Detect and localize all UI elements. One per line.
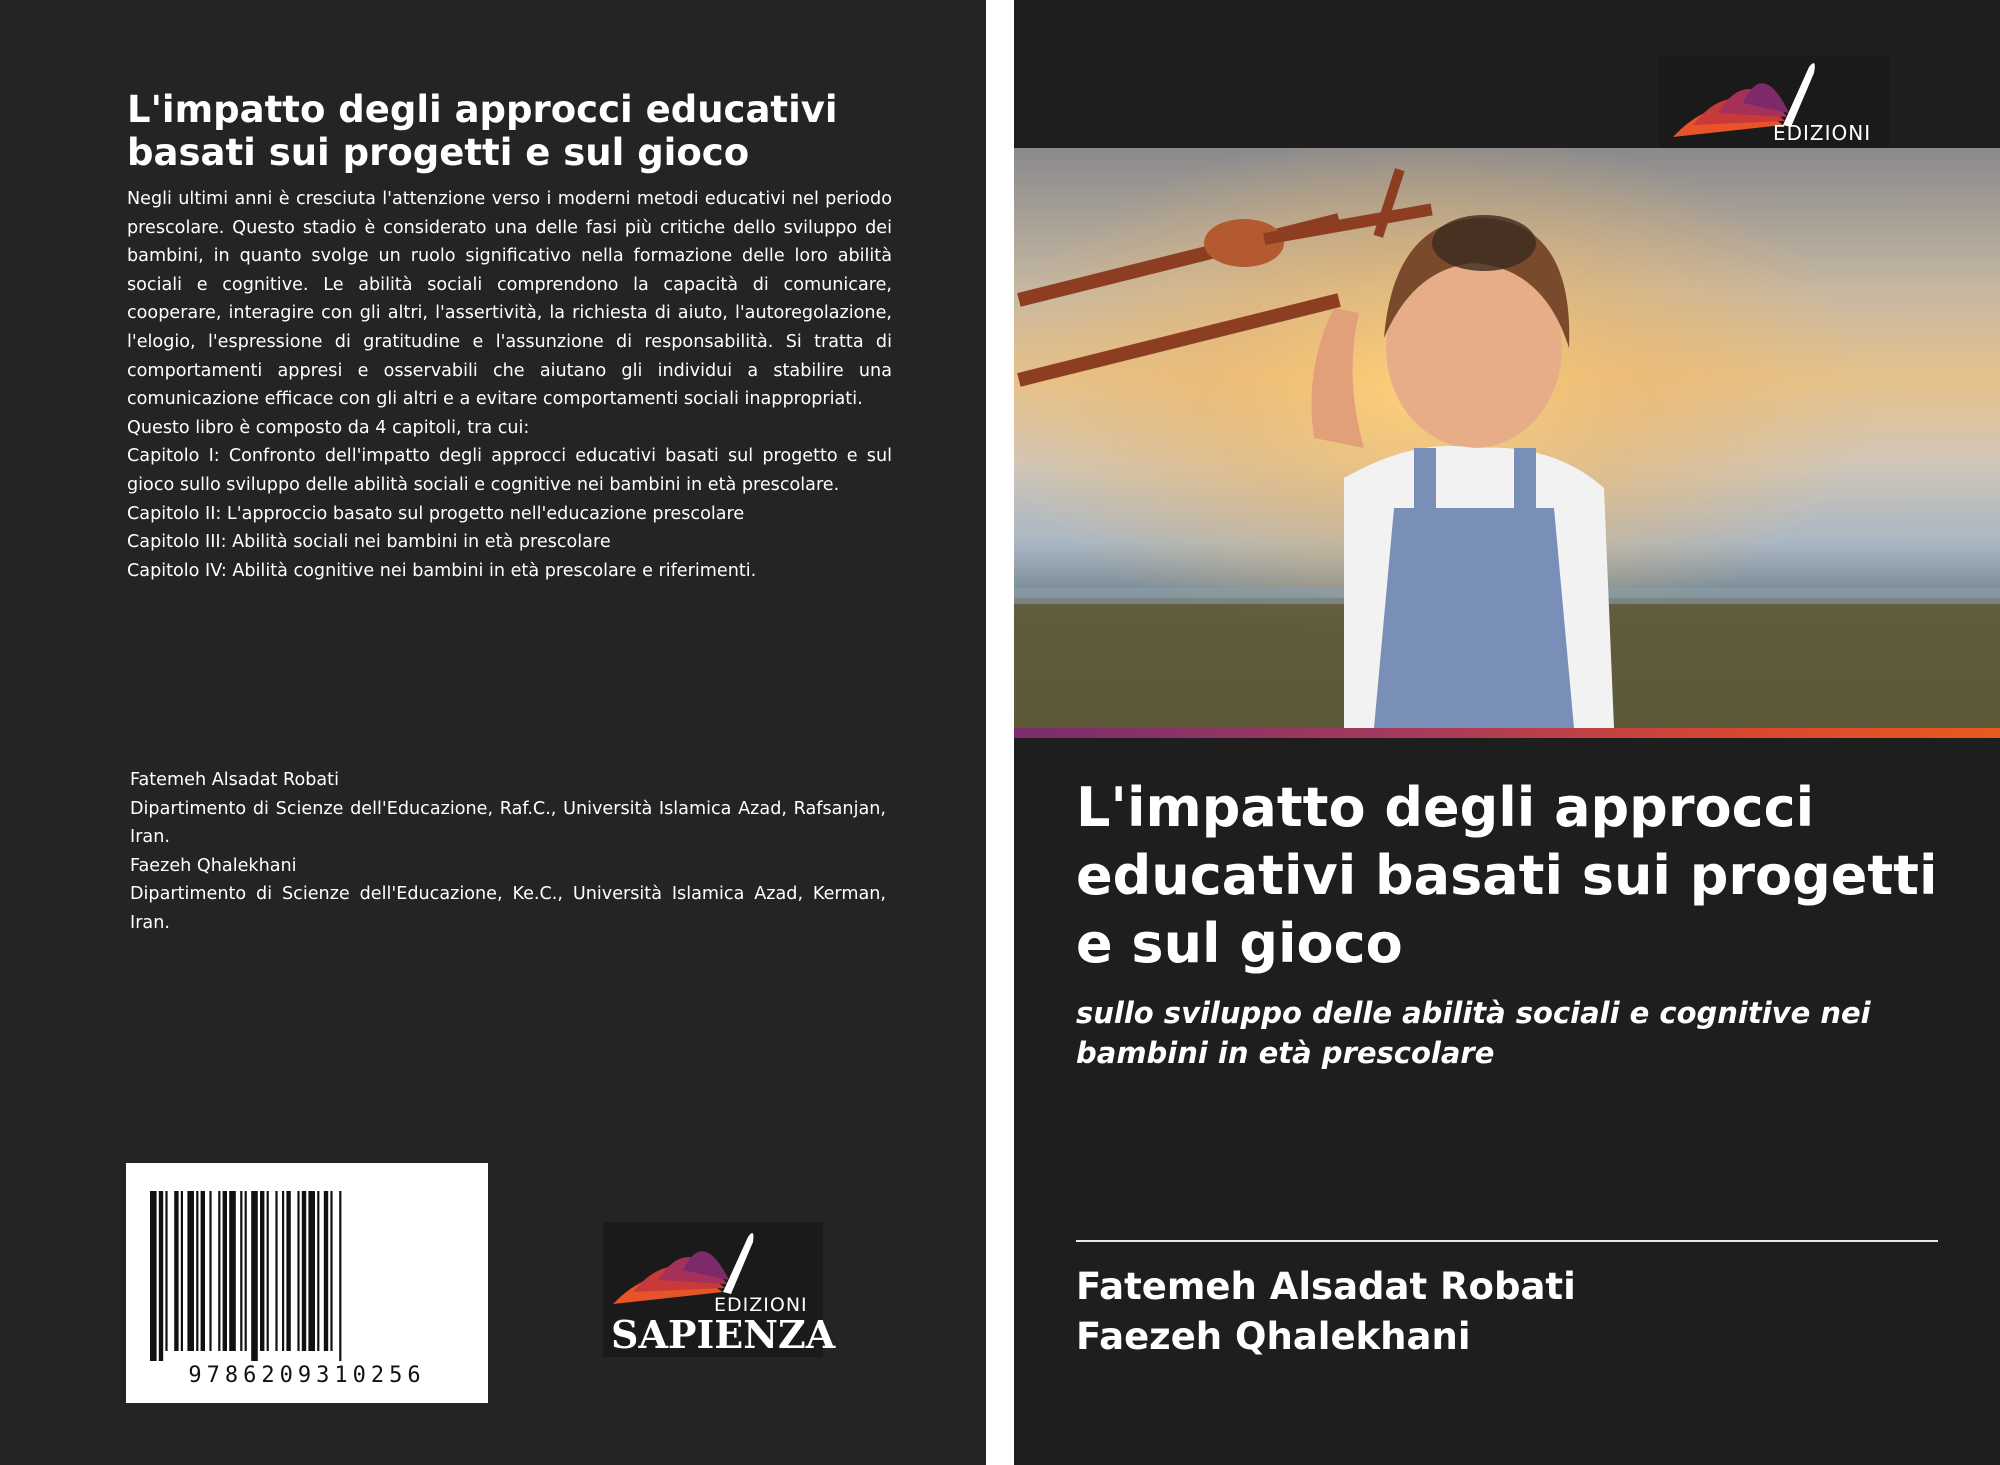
author-name: Fatemeh Alsadat Robati xyxy=(1076,1265,1576,1308)
description-paragraph: Questo libro è composto da 4 capitoli, tra cui: xyxy=(127,417,530,438)
chapter-line: Capitolo III: Abilità sociali nei bambini in età prescolare xyxy=(127,532,611,553)
isbn-digits: 9786209310256 xyxy=(188,1363,426,1388)
cover-photo-child-with-toy-plane xyxy=(1014,148,2000,728)
author-name: Faezeh Qhalekhani xyxy=(130,855,297,876)
front-cover-subtitle: sullo sviluppo delle abilità sociali e cognitive nei bambini in età prescolare xyxy=(1076,996,1871,1070)
publisher-edizioni: EDIZIONI xyxy=(1773,121,1872,145)
front-cover-divider xyxy=(1076,1240,1938,1242)
front-cover-authors xyxy=(1076,1262,1936,1362)
spine-gap xyxy=(986,0,1014,1465)
isbn-barcode xyxy=(126,1163,488,1403)
back-cover-authors xyxy=(130,766,886,938)
back-cover-description xyxy=(127,185,892,585)
accent-gradient-bar xyxy=(1014,728,2000,738)
chapter-line: Capitolo IV: Abilità cognitive nei bambini in età prescolare e riferimenti. xyxy=(127,560,757,581)
author-affiliation: Dipartimento di Scienze dell'Educazione, Ke.C., Università Islamica Azad, Kerman, Iran. xyxy=(130,884,886,933)
barcode-bars xyxy=(126,1163,488,1363)
author-affiliation: Dipartimento di Scienze dell'Educazione, Raf.C., Università Islamica Azad, Rafsanjan, Iran. xyxy=(130,798,886,848)
chapter-line: Capitolo II: L'approccio basato sul progetto nell'educazione prescolare xyxy=(127,503,745,524)
author-name: Faezeh Qhalekhani xyxy=(1076,1315,1471,1358)
description-paragraph: Negli ultimi anni è cresciuta l'attenzione verso i moderni metodi educativi nel periodo prescolare. Questo stadio è considerato una delle fasi più critiche dello sviluppo dei bambini, in quanto svolge un ruolo significativo nella formazione delle loro abilità sociali e cognitive. Le abilità sociali comprendono la capacità di comunicare, cooperare, interagire con gli altri, l'assertività, la richiesta di aiuto, l'autoregolazione, l'elogio, l'espressione di gratitudine e l'assunzione di responsabilità. Si tratta di comportamenti appresi e osservabili che aiutano gli individui a stabilire una comunicazione efficace con gli altri e a evitare comportamenti sociali inappropriati. xyxy=(127,189,892,410)
author-name: Fatemeh Alsadat Robati xyxy=(130,770,339,790)
front-cover-title: L'impatto degli approcci educativi basati sui progetti e sul gioco xyxy=(1076,776,1938,975)
publisher-edizioni: EDIZIONI xyxy=(714,1294,808,1316)
back-cover-title: L'impatto degli approcci educativi basati sui progetti e sul gioco xyxy=(127,88,838,174)
chapter-line: Capitolo I: Confronto dell'impatto degli approcci educativi basati sul progetto e sul gioco sullo sviluppo delle abilità sociali e cognitive nei bambini in età prescolare. xyxy=(127,446,892,495)
publisher-sapienza: SAPIENZA xyxy=(611,1312,836,1357)
publisher-logo-back xyxy=(603,1222,836,1357)
